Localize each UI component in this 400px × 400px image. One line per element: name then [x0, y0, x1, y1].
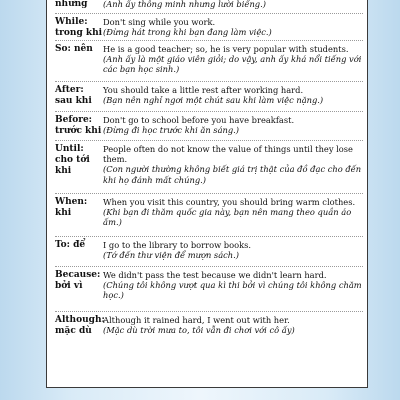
vietnamese-translation: (Khi bạn đi thăm quốc gia này, bạn nên mang theo quần áo ấm.): [103, 207, 352, 228]
english-example: I go to the library to borrow books.: [103, 240, 252, 250]
table-row: [55, 312, 363, 342]
table-row: [55, 0, 363, 14]
table-row: [55, 141, 363, 194]
vietnamese-translation: (Tớ đến thư viện để mượn sách.): [103, 250, 239, 261]
table-row: [55, 267, 363, 312]
example-content: [103, 194, 363, 230]
english-example: People often do not know the value of things until they lose them.: [103, 144, 353, 165]
term-label: Because: bởi vì: [55, 270, 101, 291]
term-label: While: trong khi: [55, 17, 103, 38]
example-content: [103, 41, 363, 77]
english-example: You should take a little rest after working hard.: [103, 85, 304, 95]
vietnamese-translation: (Mặc dù trời mưa to, tôi vẫn đi chơi với cô ấy): [103, 325, 295, 336]
table-row: [55, 14, 363, 41]
conjunction-table: [46, 0, 368, 388]
table-row: [55, 41, 363, 82]
term-label: When: khi: [55, 197, 88, 218]
term-label: To: để: [55, 240, 86, 250]
table-row: [55, 112, 363, 141]
english-example: Don't go to school before you have breakfast.: [103, 115, 295, 125]
example-content: [103, 82, 363, 107]
term-label: nhưng: [55, 0, 88, 9]
vietnamese-translation: (Chúng tôi không vượt qua kì thi bởi vì chúng tôi không chăm học.): [103, 280, 362, 301]
example-content: [103, 237, 363, 262]
term-label: Until: cho tới khi: [55, 144, 90, 176]
vietnamese-translation: (Đừng đi học trước khi ăn sáng.): [103, 125, 240, 136]
term-label: So: nên: [55, 44, 93, 54]
english-example: We didn't pass the test because we didn't learn hard.: [103, 270, 327, 280]
vietnamese-translation: (Anh ấy thông minh nhưng lười biếng.): [103, 0, 266, 9]
table-row: [55, 237, 363, 267]
english-example: When you visit this country, you should bring warm clothes.: [103, 197, 356, 207]
table-row: [55, 194, 363, 237]
table-row: [55, 82, 363, 112]
english-example: Although it rained hard, I went out with her.: [103, 315, 290, 325]
vietnamese-translation: (Con người thường không biết giá trị thật của đồ đạc cho đến khi họ đánh mất chúng.): [103, 164, 362, 185]
example-content: [103, 312, 363, 337]
vietnamese-translation: (Bạn nên nghỉ ngơi một chút sau khi làm việc nặng.): [103, 95, 324, 106]
vietnamese-translation: (Anh ấy là một giáo viên giỏi; do vậy, anh ấy khá nổi tiếng với các bạn học sinh.): [103, 54, 362, 75]
vietnamese-translation: (Đừng hát trong khi bạn đang làm việc.): [103, 27, 272, 38]
english-example: He is a good teacher; so, he is very popular with students.: [103, 44, 349, 54]
example-content: [103, 267, 363, 303]
example-content: [103, 112, 363, 137]
term-label: Before: trước khi: [55, 115, 102, 136]
example-content: [103, 14, 363, 39]
term-label: Although: mặc dù: [55, 315, 105, 336]
example-content: [103, 0, 363, 11]
term-label: After: sau khi: [55, 85, 92, 106]
example-content: [103, 141, 363, 187]
english-example: Don't sing while you work.: [103, 17, 216, 27]
